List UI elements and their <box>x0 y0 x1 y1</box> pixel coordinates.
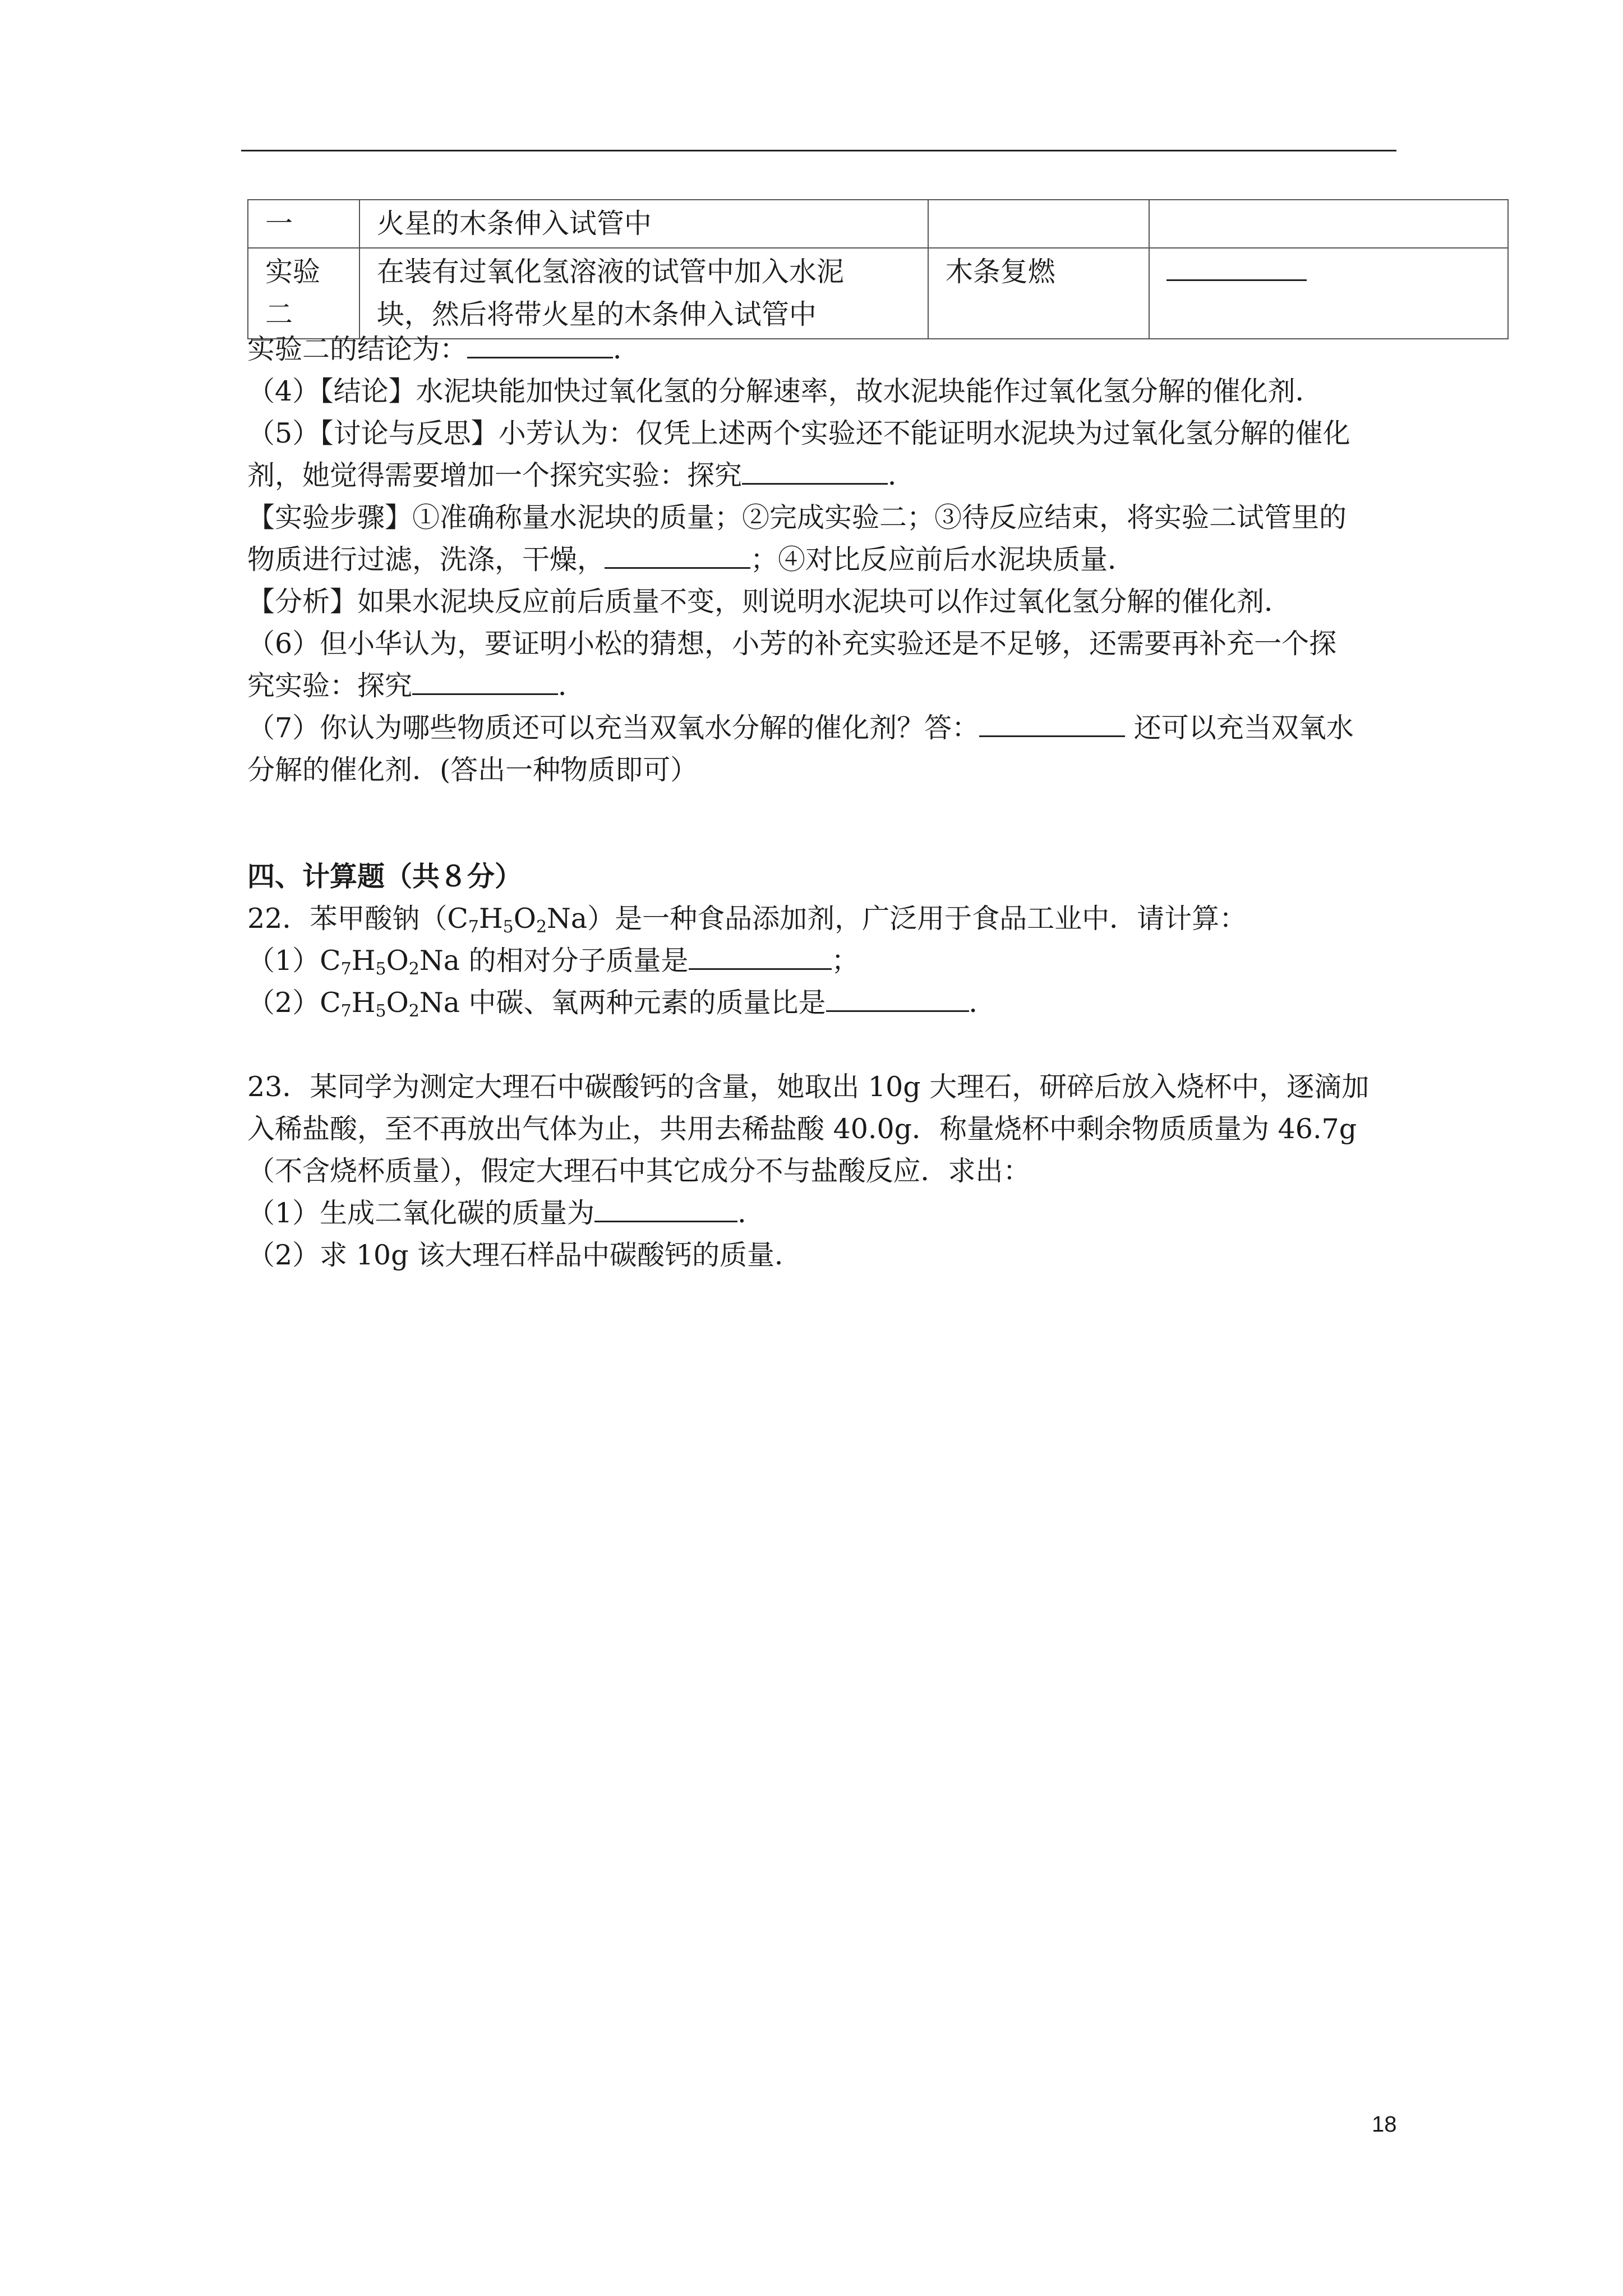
table-row <box>248 200 1508 248</box>
cell-line: 在装有过氧化氢溶液的试管中加入水泥 <box>376 256 844 288</box>
text: ． <box>613 333 641 365</box>
answer-blank[interactable] <box>689 946 832 970</box>
table-cell <box>1149 248 1508 339</box>
answer-blank[interactable] <box>1166 254 1307 281</box>
answer-blank[interactable] <box>412 671 558 695</box>
text-line <box>247 665 1403 707</box>
question-body <box>247 328 1403 1276</box>
text: ． <box>888 459 916 491</box>
table-cell <box>928 200 1150 248</box>
text-line: 分解的催化剂．(答出一种物质即可） <box>247 754 698 786</box>
text: ． <box>558 670 586 702</box>
text: （1）C <box>247 945 341 977</box>
text: 22．苯甲酸钠（C <box>247 903 468 935</box>
text: Na 的相对分子质量是 <box>419 945 689 977</box>
text-line <box>247 898 1403 940</box>
text: （2）C <box>247 987 341 1019</box>
cell-line: 实验 <box>265 256 321 288</box>
text: ． <box>969 987 997 1019</box>
text-line <box>247 454 1403 496</box>
text-line: 【分析】如果水泥块反应前后质量不变，则说明水泥块可以作过氧化氢分解的催化剂． <box>247 586 1292 618</box>
text-line <box>247 328 1403 370</box>
section-title: 四、计算题（共８分） <box>247 860 523 892</box>
text: 实验二的结论为： <box>247 333 468 365</box>
answer-blank[interactable] <box>605 545 750 569</box>
text: H <box>351 987 376 1019</box>
text: 还可以充当双氧水 <box>1125 712 1354 744</box>
answer-blank[interactable] <box>594 1198 737 1222</box>
text: 剂，她觉得需要增加一个探究实验：探究 <box>247 459 743 491</box>
answer-blank[interactable] <box>826 988 969 1012</box>
table-cell: 木条复燃 <box>928 248 1150 339</box>
subscript: 5 <box>375 959 386 979</box>
text: Na）是一种食品添加剂，广泛用于食品工业中．请计算： <box>547 903 1247 935</box>
text: ； <box>831 945 859 977</box>
text: O <box>386 945 409 977</box>
cell-line: 块，然后将带火星的木条伸入试管中 <box>376 298 817 330</box>
text: O <box>513 903 536 935</box>
subscript: 2 <box>408 1001 419 1021</box>
text-line <box>247 982 1403 1024</box>
text: 究实验：探究 <box>247 670 413 702</box>
table-cell <box>359 248 928 339</box>
table-cell: 一 <box>248 200 359 248</box>
page-number: 18 <box>1372 2112 1397 2137</box>
experiment-table <box>247 199 1509 339</box>
text: 物质进行过滤，洗涤，干燥， <box>247 544 605 576</box>
subscript: 2 <box>408 959 419 979</box>
text-line: 入稀盐酸，至不再放出气体为止，共用去稀盐酸 40.0g．称量烧杯中剩余物质质量为 46.7g <box>247 1113 1357 1145</box>
subscript: 7 <box>340 1001 352 1021</box>
cell-line: 二 <box>265 298 293 330</box>
text: ；④对比反应前后水泥块质量． <box>750 544 1136 576</box>
text-line: （不含烧杯质量），假定大理石中其它成分不与盐酸反应．求出： <box>247 1155 1031 1187</box>
text: （1）生成二氧化碳的质量为 <box>247 1197 595 1229</box>
text: ． <box>737 1197 766 1229</box>
text-line <box>247 707 1403 749</box>
text-line: （5）【讨论与反思】小芳认为：仅凭上述两个实验还不能证明水泥块为过氧化氢分解的催化 <box>247 417 1350 449</box>
text: O <box>386 987 409 1019</box>
table-cell <box>248 248 359 339</box>
text-line: （6）但小华认为，要证明小松的猜想，小芳的补充实验还是不足够，还需要再补充一个探 <box>247 628 1337 660</box>
table-cell: 火星的木条伸入试管中 <box>359 200 928 248</box>
text: Na 中碳、氧两种元素的质量比是 <box>419 987 826 1019</box>
answer-blank[interactable] <box>979 713 1125 737</box>
text-line <box>247 539 1403 581</box>
text-line <box>247 1192 1403 1234</box>
text: H <box>478 903 503 935</box>
text-line: （2）求 10g 该大理石样品中碳酸钙的质量． <box>247 1239 803 1271</box>
text-line: 23．某同学为测定大理石中碳酸钙的含量，她取出 10g 大理石，研碎后放入烧杯中，逐滴加 <box>247 1071 1370 1103</box>
subscript: 7 <box>340 959 352 979</box>
subscript: 2 <box>536 917 547 937</box>
table-cell <box>1149 200 1508 248</box>
header-rule <box>241 150 1396 151</box>
answer-blank[interactable] <box>742 461 888 485</box>
spacer <box>247 1024 1403 1066</box>
subscript: 7 <box>468 917 479 937</box>
subscript: 5 <box>502 917 514 937</box>
spacer <box>247 791 1403 855</box>
subscript: 5 <box>375 1001 386 1021</box>
text-line: 【实验步骤】①准确称量水泥块的质量；②完成实验二；③待反应结束，将实验二试管里的 <box>247 501 1347 533</box>
text-line <box>247 940 1403 982</box>
table-row <box>248 248 1508 339</box>
text: H <box>351 945 376 977</box>
text: （7）你认为哪些物质还可以充当双氧水分解的催化剂？答： <box>247 712 980 744</box>
answer-blank[interactable] <box>467 334 613 358</box>
text-line: （4）【结论】水泥块能加快过氧化氢的分解速率，故水泥块能作过氧化氢分解的催化剂． <box>247 375 1323 407</box>
